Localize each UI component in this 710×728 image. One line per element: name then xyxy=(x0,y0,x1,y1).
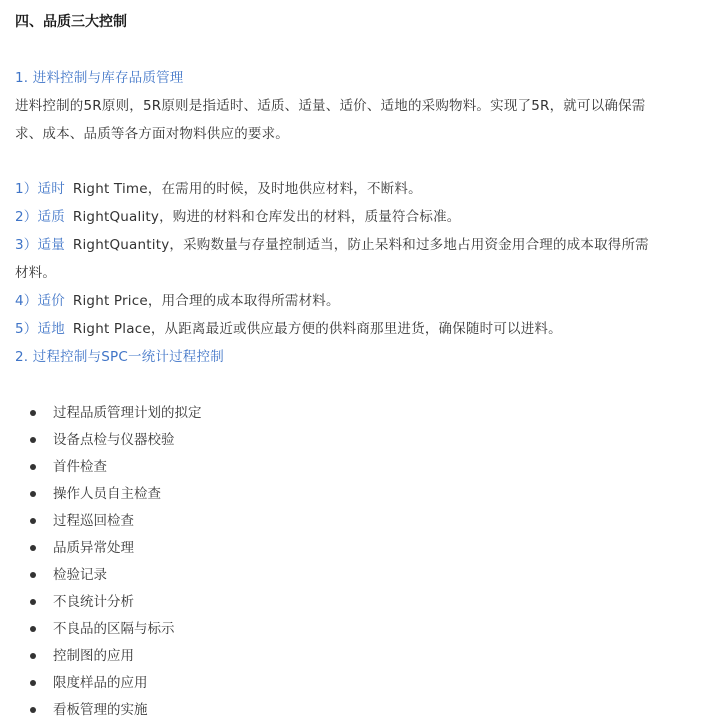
list-item xyxy=(30,591,202,618)
rule-item-time xyxy=(15,178,422,200)
rule-text: Right Place，从距离最近或供应最方便的供料商那里进货，确保随时可以进料。 xyxy=(72,321,562,337)
list-item xyxy=(30,402,202,429)
list-item xyxy=(30,537,202,564)
section1-intro-line1: 进料控制的5R原则，5R原则是指适时、适质、适量、适价、适地的采购物料。实现了5R，就可以确保需 xyxy=(15,98,646,114)
list-item-text: 限度样品的应用 xyxy=(53,675,148,691)
rule-text: RightQuantity，采购数量与存量控制适当，防止呆料和过多地占用资金用合理的成本取得所需 xyxy=(72,237,649,253)
list-item xyxy=(30,510,202,537)
rule-label: 4）适价 xyxy=(15,293,65,309)
bullet-icon xyxy=(30,518,36,524)
list-item xyxy=(30,618,202,645)
rule-text: RightQuality，购进的材料和仓库发出的材料，质量符合标准。 xyxy=(72,209,461,225)
bullet-icon xyxy=(30,707,36,713)
bullet-icon xyxy=(30,680,36,686)
bullet-icon xyxy=(30,545,36,551)
list-item xyxy=(30,672,202,699)
list-item-text: 不良品的区隔与标示 xyxy=(53,621,175,637)
bullet-icon xyxy=(30,437,36,443)
list-item xyxy=(30,429,202,456)
rule-text: Right Time，在需用的时候，及时地供应材料，不断料。 xyxy=(72,181,422,197)
list-item xyxy=(30,699,202,726)
rule-item-quantity-continuation: 材料。 xyxy=(15,265,57,281)
bullet-icon xyxy=(30,464,36,470)
list-item-text: 设备点检与仪器校验 xyxy=(53,432,175,448)
rule-label: 5）适地 xyxy=(15,321,65,337)
list-item xyxy=(30,483,202,510)
rule-item-quality xyxy=(15,206,460,228)
bullet-icon xyxy=(30,572,36,578)
rule-label: 1）适时 xyxy=(15,181,65,197)
bullet-icon xyxy=(30,410,36,416)
bullet-icon xyxy=(30,491,36,497)
list-item-text: 首件检查 xyxy=(53,459,107,475)
list-item-text: 操作人员自主检查 xyxy=(53,486,161,502)
list-item-text: 不良统计分析 xyxy=(53,594,134,610)
rule-text: Right Price，用合理的成本取得所需材料。 xyxy=(72,293,340,309)
list-item-text: 控制图的应用 xyxy=(53,648,134,664)
process-control-list xyxy=(30,402,202,726)
bullet-icon xyxy=(30,626,36,632)
list-item-text: 看板管理的实施 xyxy=(53,702,148,718)
list-item-text: 检验记录 xyxy=(53,567,107,583)
rule-item-place xyxy=(15,318,562,340)
list-item xyxy=(30,456,202,483)
bullet-icon xyxy=(30,653,36,659)
section1-intro-line2: 求、成本、品质等各方面对物料供应的要求。 xyxy=(15,126,289,142)
rule-item-quantity xyxy=(15,234,649,256)
list-item-text: 品质异常处理 xyxy=(53,540,134,556)
bullet-icon xyxy=(30,599,36,605)
list-item-text: 过程品质管理计划的拟定 xyxy=(53,405,202,421)
rule-item-price xyxy=(15,290,340,312)
list-item xyxy=(30,645,202,672)
rule-label: 2）适质 xyxy=(15,209,65,225)
list-item xyxy=(30,564,202,591)
section2-title: 2. 过程控制与SPC一统计过程控制 xyxy=(15,349,224,365)
section1-title: 1. 进料控制与库存品质管理 xyxy=(15,70,184,86)
list-item-text: 过程巡回检查 xyxy=(53,513,134,529)
page-title: 四、品质三大控制 xyxy=(15,14,127,30)
rule-label: 3）适量 xyxy=(15,237,65,253)
